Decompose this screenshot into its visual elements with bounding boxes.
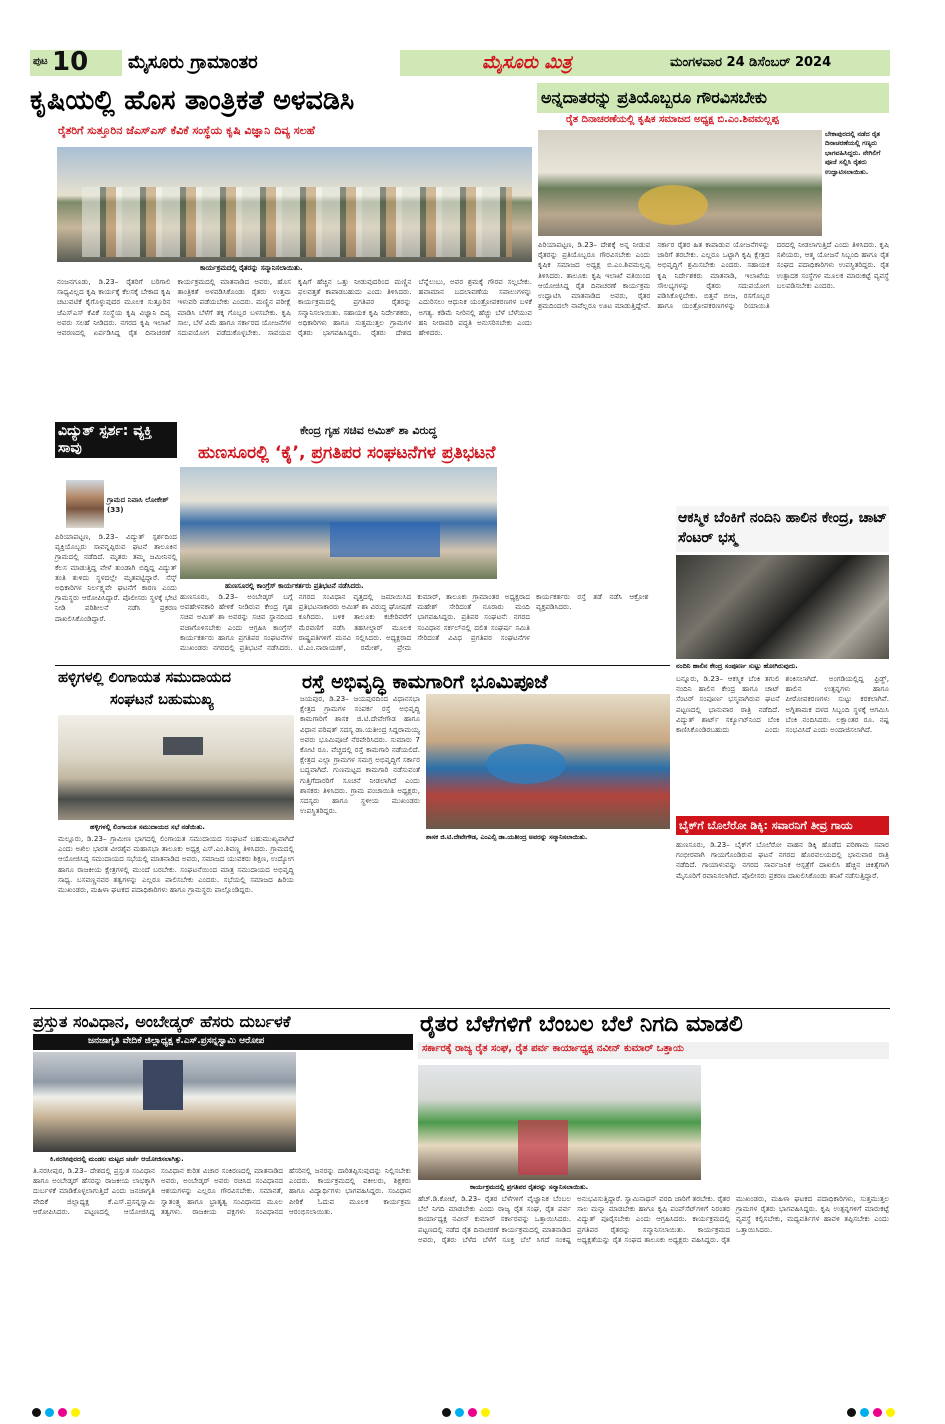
registration-marks-center [440,1402,492,1421]
story4-caption: ಹುಣಸೂರಲ್ಲಿ ಕಾಂಗ್ರೆಸ್ ಕಾರ್ಯಕರ್ತರು ಪ್ರತಿಭಟನೆ ನಡೆಸಿದರು. [225,582,364,590]
story3-photo-caption: ಗ್ರಾಮದ ನಿವಾಸಿ ಲೋಕೇಶ್ (33) [107,495,169,515]
story4-photo [180,467,497,579]
story6-headline-line1: ಹಳ್ಳಿಗಳಲ್ಲಿ ಲಿಂಗಾಯತ ಸಮುದಾಯದ [58,670,231,686]
section-title: ಮೈಸೂರು ಗ್ರಾಮಾಂತರ [128,52,258,73]
story1-subhead: ರೈತರಿಗೆ ಸುತ್ತೂರಿನ ಜೆಎಸ್‌ಎಸ್ ಕೆವಿಕೆ ಸಂಸ್ಥೆಯ ಕೃಷಿ ವಿಜ್ಞಾನಿ ದಿವ್ಯ ಸಲಹೆ [58,124,315,137]
story10-photo [418,1065,701,1180]
story7-headline: ರಸ್ತೆ ಅಭಿವೃದ್ಧಿ ಕಾಮಗಾರಿಗೆ ಭೂಮಿಪೂಜೆ [302,671,548,693]
issue-date: ಮಂಗಳವಾರ 24 ಡಿಸೆಂಬರ್ 2024 [670,55,832,70]
story3-body: ಪಿರಿಯಾಪಟ್ಟಣ, ಡಿ.23– ವಿದ್ಯುತ್ ಸ್ಪರ್ಶದಿಂದ ವ್ಯಕ್ತಿಯೊಬ್ಬರು ಸಾವನ್ನಪ್ಪಿರುವ ಘಟನೆ ತಾಲೂಕಿನ ಗ್ರಾಮದಲ್ಲಿ ನಡೆದಿದೆ. ಮೃತರು ತಮ್ಮ ಜಮೀನಿನಲ್ಲಿ ಕೆಲಸ ಮಾಡುತ್ತಿದ್ದ ವೇಳೆ ತುಂಡಾಗಿ ಬಿದ್ದಿದ್ದ ವಿದ್ಯುತ್ ತಂತಿ ತುಳಿದು ಸ್ಥಳದಲ್ಲೇ ಮೃತಪಟ್ಟಿದ್ದಾರೆ. ಸೆಸ್ಕ್ ಅಧಿಕಾರಿಗಳ ನಿರ್ಲಕ್ಷ್ಯವೇ ಘಟನೆಗೆ ಕಾರಣ ಎಂದು ಗ್ರಾಮಸ್ಥರು ಆರೋಪಿಸಿದ್ದಾರೆ. ಪೊಲೀಸರು ಸ್ಥಳಕ್ಕೆ ಭೇಟಿ ನೀಡಿ ಪರಿಶೀಲನೆ ನಡೆಸಿ ಪ್ರಕರಣ ದಾಖಲಿಸಿಕೊಂಡಿದ್ದಾರೆ. [55,532,177,623]
story1-photo [57,147,532,262]
story3-headline: ವಿದ್ಯುತ್ ಸ್ಪರ್ಶ: ವ್ಯಕ್ತಿ ಸಾವು [58,423,152,456]
page-label: ಪುಟ [33,56,48,67]
story8-headline: ಬೈಕ್‌ಗೆ ಬೊಲೆರೋ ಡಿಕ್ಕಿ: ಸವಾರನಿಗೆ ತೀವ್ರ ಗಾಯ [679,819,853,832]
story2-headline: ಅನ್ನದಾತರನ್ನು ಪ್ರತಿಯೊಬ್ಬರೂ ಗೌರವಿಸಬೇಕು [541,88,767,107]
story10-headline: ರೈತರ ಬೆಳೆಗಳಿಗೆ ಬೆಂಬಲ ಬೆಲೆ ನಿಗದಿ ಮಾಡಲಿ [420,1012,743,1037]
story2-subhead: ರೈತ ದಿನಾಚರಣೆಯಲ್ಲಿ ಕೃಷಿಕ ಸಮಾಜದ ಅಧ್ಯಕ್ಷ ಬಿ.ಎಂ.ಶಿವಮಲ್ಲಪ್ಪ [566,114,779,125]
story1-body: ನಂಜನಗೂಡು, ಡಿ.23– ರೈತರಿಗೆ ಬರಿಗಾಲಿ ಸಾಧ್ಯವಿಲ್ಲದ ಕೃಷಿ ಕಾರ್ಯಕ್ಕೆ ಕೆಲಸಕ್ಕೆ ಬೇಕಾದ ಕೃಷಿ ಚಟುವಟಿಕೆ ಕೈಗೊಳ್ಳುವುದರ ಮೂಲಕ ಸುತ್ತೂರಿನ ಜೆಎಸ್‌ಎಸ್ ಕೆವಿಕೆ ಸಂಸ್ಥೆಯ ಕೃಷಿ ವಿಜ್ಞಾನಿ ದಿವ್ಯ ಅವರು ಸಲಹೆ ನೀಡಿದರು. ನಗರದ ಕೃಷಿ ಇಲಾಖೆ ಆವರಣದಲ್ಲಿ ಏರ್ಪಡಿಸಿದ್ದ ರೈತ ದಿನಾಚರಣೆ ಕಾರ್ಯಕ್ರಮದಲ್ಲಿ ಮಾತನಾಡಿದ ಅವರು, ಹೊಸ ತಾಂತ್ರಿಕತೆ ಅಳವಡಿಸಿಕೊಂಡು ರೈತರು ಉತ್ತಮ ಇಳುವರಿ ಪಡೆಯಬೇಕು ಎಂದರು. ಮಣ್ಣಿನ ಪರೀಕ್ಷೆ ಮಾಡಿಸಿ ಬೆಳೆಗೆ ತಕ್ಕ ಗೊಬ್ಬರ ಬಳಸಬೇಕು. ಕೃಷಿ ಸಾಲ, ಬೆಳೆ ವಿಮೆ ಹಾಗೂ ಸರ್ಕಾರದ ಯೋಜನೆಗಳ ಸದುಪಯೋಗ ಪಡೆದುಕೊಳ್ಳಬೇಕು. ಸಾವಯವ ಕೃಷಿಗೆ ಹೆಚ್ಚಿನ ಒತ್ತು ನೀಡುವುದರಿಂದ ಮಣ್ಣಿನ ಫಲವತ್ತತೆ ಕಾಪಾಡಬಹುದು ಎಂದು ತಿಳಿಸಿದರು. ಕಾರ್ಯಕ್ರಮದಲ್ಲಿ ಪ್ರಗತಿಪರ ರೈತರನ್ನು ಸನ್ಮಾನಿಸಲಾಯಿತು. ಸಹಾಯಕ ಕೃಷಿ ನಿರ್ದೇಶಕರು, ಅಧಿಕಾರಿಗಳು ಹಾಗೂ ಸುತ್ತಮುತ್ತಲ ಗ್ರಾಮಗಳ ರೈತರು ಭಾಗವಹಿಸಿದ್ದರು. ರೈತರು ದೇಶದ ಬೆನ್ನೆಲುಬು, ಅವರ ಶ್ರಮಕ್ಕೆ ಗೌರವ ಸಲ್ಲಬೇಕು. ಹವಾಮಾನ ಬದಲಾವಣೆಯ ಸವಾಲುಗಳನ್ನು ಎದುರಿಸಲು ಆಧುನಿಕ ಯಂತ್ರೋಪಕರಣಗಳ ಬಳಕೆ ಅಗತ್ಯ. ಕಡಿಮೆ ನೀರಿನಲ್ಲಿ ಹೆಚ್ಚು ಬೆಳೆ ಬೆಳೆಯುವ ಹನಿ ನೀರಾವರಿ ಪದ್ಧತಿ ಅನುಸರಿಸಬೇಕು ಎಂದು ಹೇಳಿದರು. [57,277,532,338]
story4-kicker: ಕೇಂದ್ರ ಗೃಹ ಸಚಿವ ಅಮಿತ್ ಶಾ ವಿರುದ್ಧ [300,424,437,437]
story9-photo [33,1052,296,1152]
story6-headline-line2: ಸಂಘಟನೆ ಬಹುಮುಖ್ಯ [110,692,214,708]
story9-headline: ಪ್ರಸ್ತುತ ಸಂವಿಧಾನ, ಅಂಬೇಡ್ಕರ್ ಹೆಸರು ದುರ್ಬಳಕೆ [33,1012,291,1031]
story4-body-right [500,466,670,662]
story7-caption: ಶಾಸಕ ಜಿ.ಟಿ.ದೇವೇಗೌಡ, ಎಂಎಲ್ಸಿ ಡಾ.ಯತೀಂದ್ರ ಅವರನ್ನು ಸನ್ಮಾನಿಸಲಾಯಿತು. [426,833,588,841]
story5-photo [676,555,889,659]
story7-body-2 [426,845,670,1005]
story5-headline: ಆಕಸ್ಮಿಕ ಬೆಂಕಿಗೆ ನಂದಿನಿ ಹಾಲಿನ ಕೇಂದ್ರ, ಚಾಟ್ ಸೆಂಟರ್ ಭಸ್ಮ [678,510,887,546]
story2-body: ಪಿರಿಯಾಪಟ್ಟಣ, ಡಿ.23– ದೇಶಕ್ಕೆ ಅನ್ನ ನೀಡುವ ರೈತರನ್ನು ಪ್ರತಿಯೊಬ್ಬರೂ ಗೌರವಿಸಬೇಕು ಎಂದು ಕೃಷಿಕ ಸಮಾಜದ ಅಧ್ಯಕ್ಷ ಬಿ.ಎಂ.ಶಿವಮಲ್ಲಪ್ಪ ತಿಳಿಸಿದರು. ತಾಲೂಕು ಕೃಷಿ ಇಲಾಖೆ ವತಿಯಿಂದ ಆಯೋಜಿಸಿದ್ದ ರೈತ ದಿನಾಚರಣೆ ಕಾರ್ಯಕ್ರಮ ಉದ್ಘಾಟಿಸಿ ಮಾತನಾಡಿದ ಅವರು, ರೈತರ ಶ್ರಮದಿಂದಲೇ ನಾವೆಲ್ಲರೂ ಊಟ ಮಾಡುತ್ತಿದ್ದೇವೆ. ಸರ್ಕಾರ ರೈತರ ಹಿತ ಕಾಪಾಡುವ ಯೋಜನೆಗಳನ್ನು ಜಾರಿಗೆ ತರಬೇಕು. ಎಲ್ಲರೂ ಒಟ್ಟಾಗಿ ಕೃಷಿ ಕ್ಷೇತ್ರದ ಅಭಿವೃದ್ಧಿಗೆ ಶ್ರಮಿಸಬೇಕು ಎಂದರು. ಸಹಾಯಕ ಕೃಷಿ ನಿರ್ದೇಶಕರು ಮಾತನಾಡಿ, ಇಲಾಖೆಯ ಸೌಲಭ್ಯಗಳನ್ನು ರೈತರು ಸದುಪಯೋಗ ಪಡಿಸಿಕೊಳ್ಳಬೇಕು. ಬಿತ್ತನೆ ಬೀಜ, ರಸಗೊಬ್ಬರ ಹಾಗೂ ಯಂತ್ರೋಪಕರಣಗಳನ್ನು ರಿಯಾಯಿತಿ ದರದಲ್ಲಿ ನೀಡಲಾಗುತ್ತಿದೆ ಎಂದು ತಿಳಿಸಿದರು. ಕೃಷಿ ಸಖಿಯರು, ಆತ್ಮ ಯೋಜನೆ ಸಿಬ್ಬಂದಿ ಹಾಗೂ ರೈತ ಸಂಘದ ಪದಾಧಿಕಾರಿಗಳು ಉಪಸ್ಥಿತರಿದ್ದರು. ರೈತ ಉತ್ಪಾದಕ ಸಂಸ್ಥೆಗಳ ಮೂಲಕ ಮಾರುಕಟ್ಟೆ ವ್ಯವಸ್ಥೆ ಬಲಪಡಿಸಬೇಕು ಎಂದರು. [538,240,889,311]
story5-caption: ನಂದಿನಿ ಹಾಲಿನ ಕೇಂದ್ರ ಸಂಪೂರ್ಣ ಸುಟ್ಟು ಹೋಗಿರುವುದು. [676,662,798,670]
story1-headline: ಕೃಷಿಯಲ್ಲಿ ಹೊಸ ತಾಂತ್ರಿಕತೆ ಅಳವಡಿಸಿ [30,85,355,116]
paper-logo: ಮೈಸೂರು ಮಿತ್ರ [482,52,572,73]
story10-caption: ಕಾರ್ಯಕ್ರಮದಲ್ಲಿ ಪ್ರಗತಿಪರ ರೈತರನ್ನು ಸನ್ಮಾನಿಸಲಾಯಿತು. [470,1183,589,1191]
story6-body: ಮಲ್ಲೂರು, ಡಿ.23– ಗ್ರಾಮೀಣ ಭಾಗದಲ್ಲಿ ಲಿಂಗಾಯತ ಸಮುದಾಯದ ಸಂಘಟನೆ ಬಹುಮುಖ್ಯವಾಗಿದೆ ಎಂದು ಅಖಿಲ ಭಾರತ ವೀರಶೈವ ಮಹಾಸಭಾ ತಾಲೂಕು ಅಧ್ಯಕ್ಷ ಎಸ್.ಎಂ.ಶಿವಣ್ಣ ತಿಳಿಸಿದರು. ಗ್ರಾಮದಲ್ಲಿ ಆಯೋಜಿಸಿದ್ದ ಸಮುದಾಯದ ಸಭೆಯಲ್ಲಿ ಮಾತನಾಡಿದ ಅವರು, ಸಮಾಜದ ಯುವಕರು ಶಿಕ್ಷಣ, ಉದ್ಯೋಗ ಹಾಗೂ ರಾಜಕೀಯ ಕ್ಷೇತ್ರಗಳಲ್ಲಿ ಮುಂದೆ ಬರಬೇಕು. ಸಂಘಟನೆಯಿಂದ ಮಾತ್ರ ಸಮುದಾಯದ ಅಭಿವೃದ್ಧಿ ಸಾಧ್ಯ. ಬಸವಣ್ಣನವರ ತತ್ವಗಳನ್ನು ಎಲ್ಲರೂ ಪಾಲಿಸಬೇಕು ಎಂದರು. ಸಭೆಯಲ್ಲಿ ಸಮಾಜದ ಹಿರಿಯ ಮುಖಂಡರು, ಮಹಿಳಾ ಘಟಕದ ಪದಾಧಿಕಾರಿಗಳು ಹಾಗೂ ಗ್ರಾಮಸ್ಥರು ಪಾಲ್ಗೊಂಡಿದ್ದರು. [58,834,294,895]
story5-body: ಬನ್ನೂರು, ಡಿ.23– ಆಕಸ್ಮಿಕ ಬೆಂಕಿ ತಗುಲಿ ನಂದಿನಿ ಹಾಲಿನ ಕೇಂದ್ರ ಹಾಗೂ ಚಾಟ್ ಸೆಂಟರ್ ಸಂಪೂರ್ಣ ಭಸ್ಮವಾಗಿರುವ ಘಟನೆ ಪಟ್ಟಣದಲ್ಲಿ ಭಾನುವಾರ ರಾತ್ರಿ ನಡೆದಿದೆ. ವಿದ್ಯುತ್ ಶಾರ್ಟ್ ಸರ್ಕ್ಯೂಟ್‌ನಿಂದ ಬೆಂಕಿ ಕಾಣಿಸಿಕೊಂಡಿರಬಹುದು ಎಂದು ಶಂಕಿಸಲಾಗಿದೆ. ಅಂಗಡಿಯಲ್ಲಿದ್ದ ಫ್ರಿಡ್ಜ್, ಹಾಲಿನ ಉತ್ಪನ್ನಗಳು ಹಾಗೂ ಪೀಠೋಪಕರಣಗಳು ಸುಟ್ಟು ಕರಕಲಾಗಿವೆ. ಅಗ್ನಿಶಾಮಕ ದಳದ ಸಿಬ್ಬಂದಿ ಸ್ಥಳಕ್ಕೆ ಆಗಮಿಸಿ ಬೆಂಕಿ ನಂದಿಸಿದರು. ಲಕ್ಷಾಂತರ ರೂ. ನಷ್ಟ ಸಂಭವಿಸಿದೆ ಎಂದು ಅಂದಾಜಿಸಲಾಗಿದೆ. [676,674,889,735]
story6-photo [58,715,294,820]
story10-subhead: ಸರ್ಕಾರಕ್ಕೆ ರಾಜ್ಯ ರೈತ ಸಂಘ, ರೈತ ಪರ್ವ ಕಾರ್ಯಾಧ್ಯಕ್ಷ ನವೀನ್ ಕುಮಾರ್ ಒತ್ತಾಯ [422,1043,684,1054]
story2-side-caption: ಬೇಕಾಪುರದಲ್ಲಿ ನಡೆದ ರೈತ ದಿನಾಚರಣೆಯಲ್ಲಿ ಗಣ್ಯರು ಭಾಗವಹಿಸಿದ್ದರು. ನೇಗಿಲಿಗೆ ಪೂಜೆ ಸಲ್ಲಿಸಿ ರೈತರು ಉದ್ಘಾಟಿಸಲಾಯಿತು. [825,130,881,176]
divider-mid [55,665,670,666]
story9-subhead: ಜನಜಾಗೃತಿ ವೇದಿಕೆ ಜಿಲ್ಲಾಧ್ಯಕ್ಷ ಕೆ.ಎಸ್.ಪ್ರಸನ್ನಸ್ವಾಮಿ ಆರೋಪ [88,1036,265,1046]
story2-photo [538,130,822,236]
story4-headline: ಹುಣಸೂರಲ್ಲಿ ‘ಕೈ’, ಪ್ರಗತಿಪರ ಸಂಘಟನೆಗಳ ಪ್ರತಿಭಟನೆ [198,443,496,463]
page-label-box [30,47,122,77]
registration-marks-right [845,1402,897,1421]
story7-photo [426,694,670,829]
page-number: 10 [52,47,89,77]
registration-marks-left [30,1402,82,1421]
story9-caption: ಕಿ.ನರಸೀಪುರದಲ್ಲಿ ಮಂಡಲ ಮಟ್ಟದ ಚರ್ಚೆ ಆಯೋಜಿಸಲಾಗಿತ್ತು. [50,1155,184,1163]
story1-caption: ಕಾರ್ಯಕ್ರಮದಲ್ಲಿ ರೈತರನ್ನು ಸನ್ಮಾನಿಸಲಾಯಿತು. [200,264,303,272]
divider-lower [30,1008,890,1009]
story6-caption: ಹಳ್ಳಿಗಳಲ್ಲಿ ಲಿಂಗಾಯತ ಸಮುದಾಯದ ಸಭೆ ನಡೆಯಿತು. [90,823,205,831]
story10-body: ಹೆಚ್.ಡಿ.ಕೋಟೆ, ಡಿ.23– ರೈತರ ಬೆಳೆಗಳಿಗೆ ವೈಜ್ಞಾನಿಕ ಬೆಂಬಲ ಬೆಲೆ ನಿಗದಿ ಮಾಡಬೇಕು ಎಂದು ರಾಜ್ಯ ರೈತ ಸಂಘ, ರೈತ ಪರ್ವ ಕಾರ್ಯಾಧ್ಯಕ್ಷ ನವೀನ್ ಕುಮಾರ್ ಸರ್ಕಾರವನ್ನು ಒತ್ತಾಯಿಸಿದರು. ಪಟ್ಟಣದಲ್ಲಿ ನಡೆದ ರೈತ ದಿನಾಚರಣೆ ಕಾರ್ಯಕ್ರಮದಲ್ಲಿ ಮಾತನಾಡಿದ ಅವರು, ರೈತರು ಬೆಳೆದ ಬೆಳೆಗೆ ಸೂಕ್ತ ಬೆಲೆ ಸಿಗದೆ ಸಂಕಷ್ಟ ಅನುಭವಿಸುತ್ತಿದ್ದಾರೆ. ಸ್ವಾಮಿನಾಥನ್ ವರದಿ ಜಾರಿಗೆ ತರಬೇಕು. ರೈತರ ಸಾಲ ಮನ್ನಾ ಮಾಡಬೇಕು ಹಾಗೂ ಕೃಷಿ ಪಂಪ್‌ಸೆಟ್‌ಗಳಿಗೆ ನಿರಂತರ ವಿದ್ಯುತ್ ಪೂರೈಸಬೇಕು ಎಂದು ಆಗ್ರಹಿಸಿದರು. ಕಾರ್ಯಕ್ರಮದಲ್ಲಿ ಪ್ರಗತಿಪರ ರೈತರನ್ನು ಸನ್ಮಾನಿಸಲಾಯಿತು. ಕಾರ್ಯಕ್ರಮದ ಅಧ್ಯಕ್ಷತೆಯನ್ನು ರೈತ ಸಂಘದ ತಾಲೂಕು ಅಧ್ಯಕ್ಷರು ವಹಿಸಿದ್ದರು. ರೈತ ಮುಖಂಡರು, ಮಹಿಳಾ ಘಟಕದ ಪದಾಧಿಕಾರಿಗಳು, ಸುತ್ತಮುತ್ತಲ ಗ್ರಾಮಗಳ ರೈತರು ಭಾಗವಹಿಸಿದ್ದರು. ಕೃಷಿ ಉತ್ಪನ್ನಗಳಿಗೆ ಮಾರುಕಟ್ಟೆ ವ್ಯವಸ್ಥೆ ಕಲ್ಪಿಸಬೇಕು, ಮಧ್ಯವರ್ತಿಗಳ ಹಾವಳಿ ತಪ್ಪಿಸಬೇಕು ಎಂದು ಒತ್ತಾಯಿಸಿದರು. [418,1194,889,1244]
story8-body: ಹುಣಸೂರು, ಡಿ.23– ಬೈಕ್‌ಗೆ ಬೊಲೆರೋ ವಾಹನ ಡಿಕ್ಕಿ ಹೊಡೆದ ಪರಿಣಾಮ ಸವಾರ ಗಂಭೀರವಾಗಿ ಗಾಯಗೊಂಡಿರುವ ಘಟನೆ ನಗರದ ಹೊರವಲಯದಲ್ಲಿ ಭಾನುವಾರ ರಾತ್ರಿ ನಡೆದಿದೆ. ಗಾಯಾಳುವನ್ನು ನಗರದ ಸಾರ್ವಜನಿಕ ಆಸ್ಪತ್ರೆಗೆ ದಾಖಲಿಸಿ ಹೆಚ್ಚಿನ ಚಿಕಿತ್ಸೆಗಾಗಿ ಮೈಸೂರಿಗೆ ರವಾನಿಸಲಾಗಿದೆ. ಪೊಲೀಸರು ಪ್ರಕರಣ ದಾಖಲಿಸಿಕೊಂಡು ತನಿಖೆ ನಡೆಸುತ್ತಿದ್ದಾರೆ. [676,840,889,880]
masthead [30,48,890,78]
story7-body: ಜಯಪುರ, ಡಿ.23– ಜಯಪುರದಿಂದ ವಿಧಾನಸಭಾ ಕ್ಷೇತ್ರದ ಗ್ರಾಮಗಳ ಸಂಪರ್ಕ ರಸ್ತೆ ಅಭಿವೃದ್ಧಿ ಕಾಮಗಾರಿಗೆ ಶಾಸಕ ಜಿ.ಟಿ.ದೇವೇಗೌಡ ಹಾಗೂ ವಿಧಾನ ಪರಿಷತ್ ಸದಸ್ಯ ಡಾ.ಯತೀಂದ್ರ ಸಿದ್ದರಾಮಯ್ಯ ಅವರು ಭೂಮಿಪೂಜೆ ನೆರವೇರಿಸಿದರು. ಸುಮಾರು 7 ಕೋಟಿ ರೂ. ವೆಚ್ಚದಲ್ಲಿ ರಸ್ತೆ ಕಾಮಗಾರಿ ನಡೆಯಲಿದೆ. ಕ್ಷೇತ್ರದ ಎಲ್ಲಾ ಗ್ರಾಮಗಳ ಸಮಗ್ರ ಅಭಿವೃದ್ಧಿಗೆ ಸರ್ಕಾರ ಬದ್ಧವಾಗಿದೆ. ಗುಣಮಟ್ಟದ ಕಾಮಗಾರಿ ನಡೆಸುವಂತೆ ಗುತ್ತಿಗೆದಾರರಿಗೆ ಸೂಚನೆ ನೀಡಲಾಗಿದೆ ಎಂದು ಶಾಸಕರು ತಿಳಿಸಿದರು. ಗ್ರಾಮ ಪಂಚಾಯಿತಿ ಅಧ್ಯಕ್ಷರು, ಸದಸ್ಯರು ಹಾಗೂ ಸ್ಥಳೀಯ ಮುಖಂಡರು ಉಪಸ್ಥಿತರಿದ್ದರು. [300,694,420,816]
story4-body: ಹುಣಸೂರು, ಡಿ.23– ಅಂಬೇಡ್ಕರ್ ಬಗ್ಗೆ ಅವಹೇಳನಕಾರಿ ಹೇಳಿಕೆ ನೀಡಿರುವ ಕೇಂದ್ರ ಗೃಹ ಸಚಿವ ಅಮಿತ್ ಶಾ ಅವರನ್ನು ಸಚಿವ ಸ್ಥಾನದಿಂದ ವಜಾಗೊಳಿಸಬೇಕು ಎಂದು ಆಗ್ರಹಿಸಿ ಕಾಂಗ್ರೆಸ್ ಕಾರ್ಯಕರ್ತರು ಹಾಗೂ ಪ್ರಗತಿಪರ ಸಂಘಟನೆಗಳ ಮುಖಂಡರು ನಗರದಲ್ಲಿ ಪ್ರತಿಭಟನೆ ನಡೆಸಿದರು. ನಗರದ ಸಂವಿಧಾನ ವೃತ್ತದಲ್ಲಿ ಜಮಾಯಿಸಿದ ಪ್ರತಿಭಟನಾಕಾರರು ಅಮಿತ್ ಶಾ ವಿರುದ್ಧ ಘೋಷಣೆ ಕೂಗಿದರು. ಬಳಿಕ ತಾಲೂಕು ಕಚೇರಿವರೆಗೆ ಮೆರವಣಿಗೆ ನಡೆಸಿ ತಹಸೀಲ್ದಾರ್ ಮೂಲಕ ರಾಷ್ಟ್ರಪತಿಗಳಿಗೆ ಮನವಿ ಸಲ್ಲಿಸಿದರು. ಅಧ್ಯಕ್ಷರಾದ ಟಿ.ಎಂ.ನಾರಾಯಣ್, ರಮೇಶ್, ಪ್ರೇಮ ಕುಮಾರ್, ತಾಲೂಕು ಗ್ರಾಮಾಂತರ ಅಧ್ಯಕ್ಷರಾದ ಮಹೇಶ್ ಸೇರಿದಂತೆ ನೂರಾರು ಮಂದಿ ಭಾಗವಹಿಸಿದ್ದರು. ಪ್ರತಿಪರ ಸಂಘಟನೆ: ನಗರದ ಸಂವಿಧಾನ ಸರ್ಕಲ್‌ನಲ್ಲಿ ದಲಿತ ಸಂಘರ್ಷ ಸಮಿತಿ ಸೇರಿದಂತೆ ವಿವಿಧ ಪ್ರಗತಿಪರ ಸಂಘಟನೆಗಳ ಕಾರ್ಯಕರ್ತರು ರಸ್ತೆ ತಡೆ ನಡೆಸಿ ಆಕ್ರೋಶ ವ್ಯಕ್ತಪಡಿಸಿದರು. [180,592,649,653]
story9-body: ತಿ.ನರಸೀಪುರ, ಡಿ.23– ದೇಶದಲ್ಲಿ ಪ್ರಸ್ತುತ ಸಂವಿಧಾನ ಹಾಗೂ ಅಂಬೇಡ್ಕರ್ ಹೆಸರನ್ನು ರಾಜಕೀಯ ಲಾಭಕ್ಕಾಗಿ ದುರ್ಬಳಕೆ ಮಾಡಿಕೊಳ್ಳಲಾಗುತ್ತಿದೆ ಎಂದು ಜನಜಾಗೃತಿ ವೇದಿಕೆ ಜಿಲ್ಲಾಧ್ಯಕ್ಷ ಕೆ.ಎಸ್.ಪ್ರಸನ್ನಸ್ವಾಮಿ ಆರೋಪಿಸಿದರು. ಪಟ್ಟಣದಲ್ಲಿ ಆಯೋಜಿಸಿದ್ದ ಸಂವಿಧಾನ ಕುರಿತ ವಿಚಾರ ಸಂಕಿರಣದಲ್ಲಿ ಮಾತನಾಡಿದ ಅವರು, ಅಂಬೇಡ್ಕರ್ ಅವರು ರಚಿಸಿದ ಸಂವಿಧಾನದ ಆಶಯಗಳನ್ನು ಎಲ್ಲರೂ ಗೌರವಿಸಬೇಕು. ಸಮಾನತೆ, ಸ್ವಾತಂತ್ರ್ಯ ಹಾಗೂ ಭ್ರಾತೃತ್ವ ಸಂವಿಧಾನದ ಮೂಲ ತತ್ವಗಳು. ರಾಜಕೀಯ ಪಕ್ಷಗಳು ಸಂವಿಧಾನದ ಹೆಸರಿನಲ್ಲಿ ಜನರನ್ನು ದಾರಿತಪ್ಪಿಸುವುದನ್ನು ನಿಲ್ಲಿಸಬೇಕು ಎಂದರು. ಕಾರ್ಯಕ್ರಮದಲ್ಲಿ ವಕೀಲರು, ಶಿಕ್ಷಕರು ಹಾಗೂ ವಿದ್ಯಾರ್ಥಿಗಳು ಭಾಗವಹಿಸಿದ್ದರು. ಸಂವಿಧಾನ ಪೀಠಿಕೆ ಓದುವ ಮೂಲಕ ಕಾರ್ಯಕ್ರಮ ಆರಂಭಿಸಲಾಯಿತು. [33,1166,411,1216]
